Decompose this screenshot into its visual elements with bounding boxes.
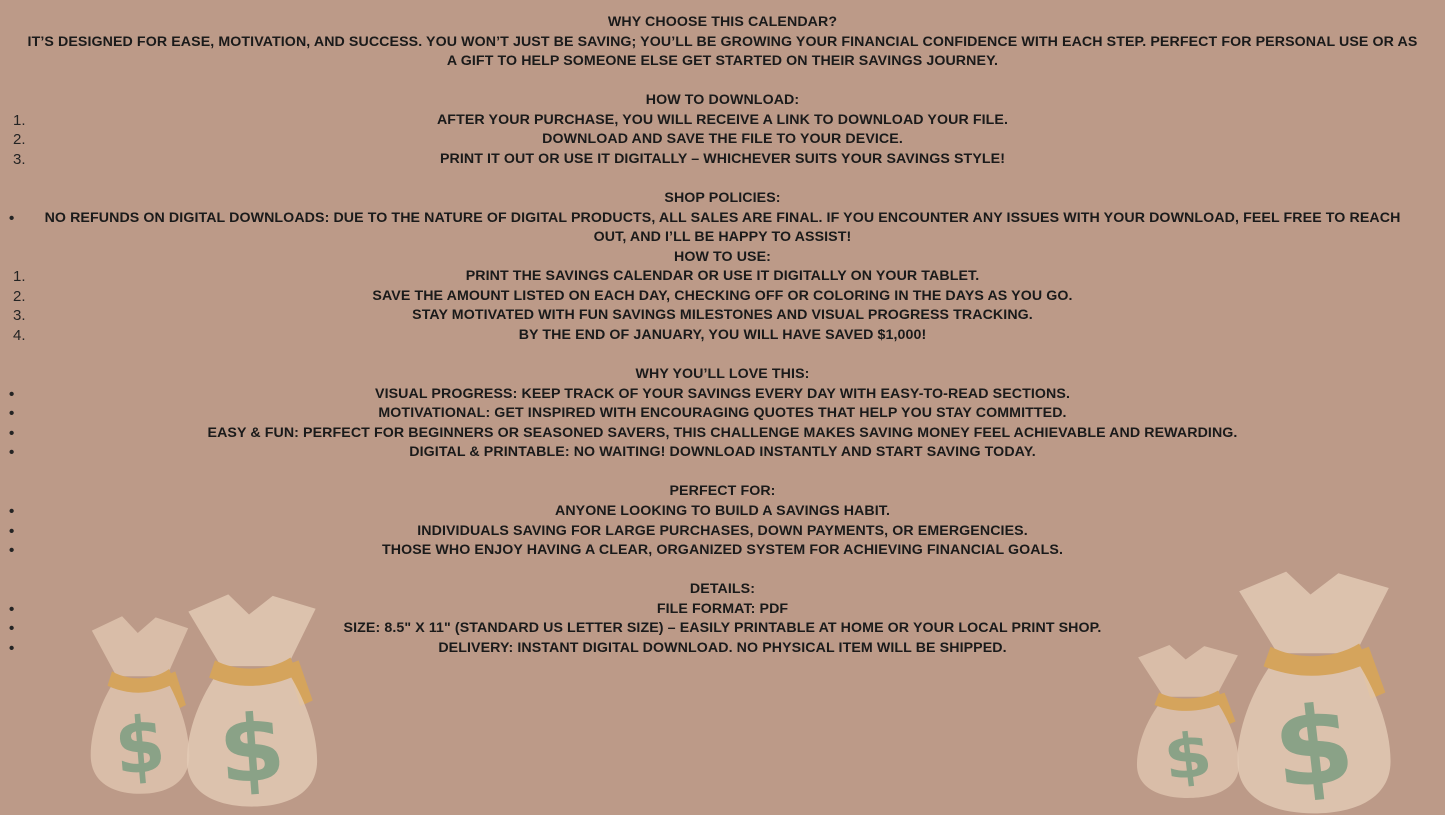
list-item-text: FILE FORMAT: PDF [656,600,789,617]
description-paragraph: IT’S DESIGNED FOR EASE, MOTIVATION, AND SUCCESS. YOU WON’T JUST BE SAVING; YOU’LL BE GROWING YOUR FINANCIAL CONFIDENCE WITH EACH STEP. PERFECT FOR PERSONAL USE OR AS A GIFT TO HELP SOMEONE ELSE GET STARTED ON THEIR SAVINGS JOURNEY. [27,33,1418,70]
section-heading: WHY YOU’LL LOVE THIS: [635,366,810,383]
bullet-marker: • [9,424,15,442]
section-gap [0,561,1445,581]
list-item-text: PRINT THE SAVINGS CALENDAR OR USE IT DIGITALLY ON YOUR TABLET. [465,268,980,285]
list-item [0,600,1445,620]
list-item-text: EASY & FUN: PERFECT FOR BEGINNERS OR SEASONED SAVERS, THIS CHALLENGE MAKES SAVING MONEY FEEL ACHIEVABLE AND REWARDING. [207,424,1238,441]
list-item [0,209,1445,248]
section-heading: WHY CHOOSE THIS CALENDAR? [607,14,838,30]
list-item [0,502,1445,522]
section-gap [0,72,1445,92]
list-number-marker: 1. [13,111,26,129]
bullet-marker: • [9,385,15,403]
dollar-sign-icon: $ [1160,719,1216,795]
section-heading: PERFECT FOR: [669,483,776,500]
bullet-marker: • [9,542,15,560]
bullet-marker: • [9,522,15,540]
section-heading: DETAILS: [689,581,756,598]
list-item [0,541,1445,561]
list-item-text: PRINT IT OUT OR USE IT DIGITALLY – WHICHEVER SUITS YOUR SAVINGS STYLE! [439,150,1006,167]
list-item-text: DELIVERY: INSTANT DIGITAL DOWNLOAD. NO PHYSICAL ITEM WILL BE SHIPPED. [438,639,1007,656]
list-item [0,267,1445,287]
list-item [0,424,1445,444]
list-item-text: DOWNLOAD AND SAVE THE FILE TO YOUR DEVICE. [542,131,903,148]
list-item-text: DIGITAL & PRINTABLE: NO WAITING! DOWNLOAD INSTANTLY AND START SAVING TODAY. [409,444,1036,461]
dollar-sign-icon: $ [111,698,169,793]
bullet-marker: • [9,503,15,520]
list-item [0,522,1445,542]
section-heading: HOW TO DOWNLOAD: [645,92,800,109]
bullet-marker: • [9,620,15,638]
list-item [0,326,1445,346]
list-item-text: MOTIVATIONAL: GET INSPIRED WITH ENCOURAGING QUOTES THAT HELP YOU STAY COMMITTED. [378,405,1067,422]
list-item [0,443,1445,463]
list-number-marker: 2. [13,131,26,149]
list-item-text: AFTER YOUR PURCHASE, YOU WILL RECEIVE A LINK TO DOWNLOAD YOUR FILE. [436,111,1009,128]
bullet-marker: • [9,639,15,657]
list-item-text: SIZE: 8.5" X 11" (STANDARD US LETTER SIZE) – EASILY PRINTABLE AT HOME OR YOUR LOCAL PRINT SHOP. [343,620,1102,637]
list-number-marker: 2. [13,287,26,305]
dollar-sign-icon: $ [215,693,289,805]
bullet-marker: • [9,405,15,423]
list-number-marker: 3. [13,307,26,325]
list-number-marker: 4. [13,326,26,344]
list-item [0,150,1445,170]
section-gap [0,463,1445,483]
list-item [0,619,1445,639]
dollar-sign-icon: $ [1267,681,1361,814]
list-item [0,639,1445,659]
list-item [0,306,1445,326]
section-heading: HOW TO USE: [674,248,771,265]
list-item-text: VISUAL PROGRESS: KEEP TRACK OF YOUR SAVINGS EVERY DAY WITH EASY-TO-READ SECTIONS. [375,385,1070,402]
bullet-marker: • [9,209,15,227]
list-item-text: THOSE WHO ENJOY HAVING A CLEAR, ORGANIZED SYSTEM FOR ACHIEVING FINANCIAL GOALS. [381,542,1064,559]
list-number-marker: 3. [13,150,26,168]
list-item-text: NO REFUNDS ON DIGITAL DOWNLOADS: DUE TO THE NATURE OF DIGITAL PRODUCTS, ALL SALES ARE FINAL. IF YOU ENCOUNTER ANY ISSUES WITH YOUR DOWNLOAD, FEEL FREE TO REACH OUT, AND I’LL BE HAPPY TO ASSIST! [44,209,1401,246]
section-gap [0,346,1445,366]
bullet-marker: • [9,444,15,462]
list-item-text: ANYONE LOOKING TO BUILD A SAVINGS HABIT. [554,503,891,519]
list-item-text: BY THE END OF JANUARY, YOU WILL HAVE SAVED $1,000! [518,326,927,343]
list-number-marker: 1. [13,268,26,286]
bullet-marker: • [9,600,15,618]
section-gap [0,169,1445,189]
list-item [0,130,1445,150]
list-item [0,385,1445,405]
list-item [0,111,1445,131]
list-item [0,287,1445,307]
section-heading: SHOP POLICIES: [664,190,781,207]
list-item-text: INDIVIDUALS SAVING FOR LARGE PURCHASES, DOWN PAYMENTS, OR EMERGENCIES. [417,522,1028,539]
list-item [0,404,1445,424]
list-item-text: SAVE THE AMOUNT LISTED ON EACH DAY, CHECKING OFF OR COLORING IN THE DAYS AS YOU GO. [372,287,1073,304]
list-item-text: STAY MOTIVATED WITH FUN SAVINGS MILESTONES AND VISUAL PROGRESS TRACKING. [412,307,1033,324]
